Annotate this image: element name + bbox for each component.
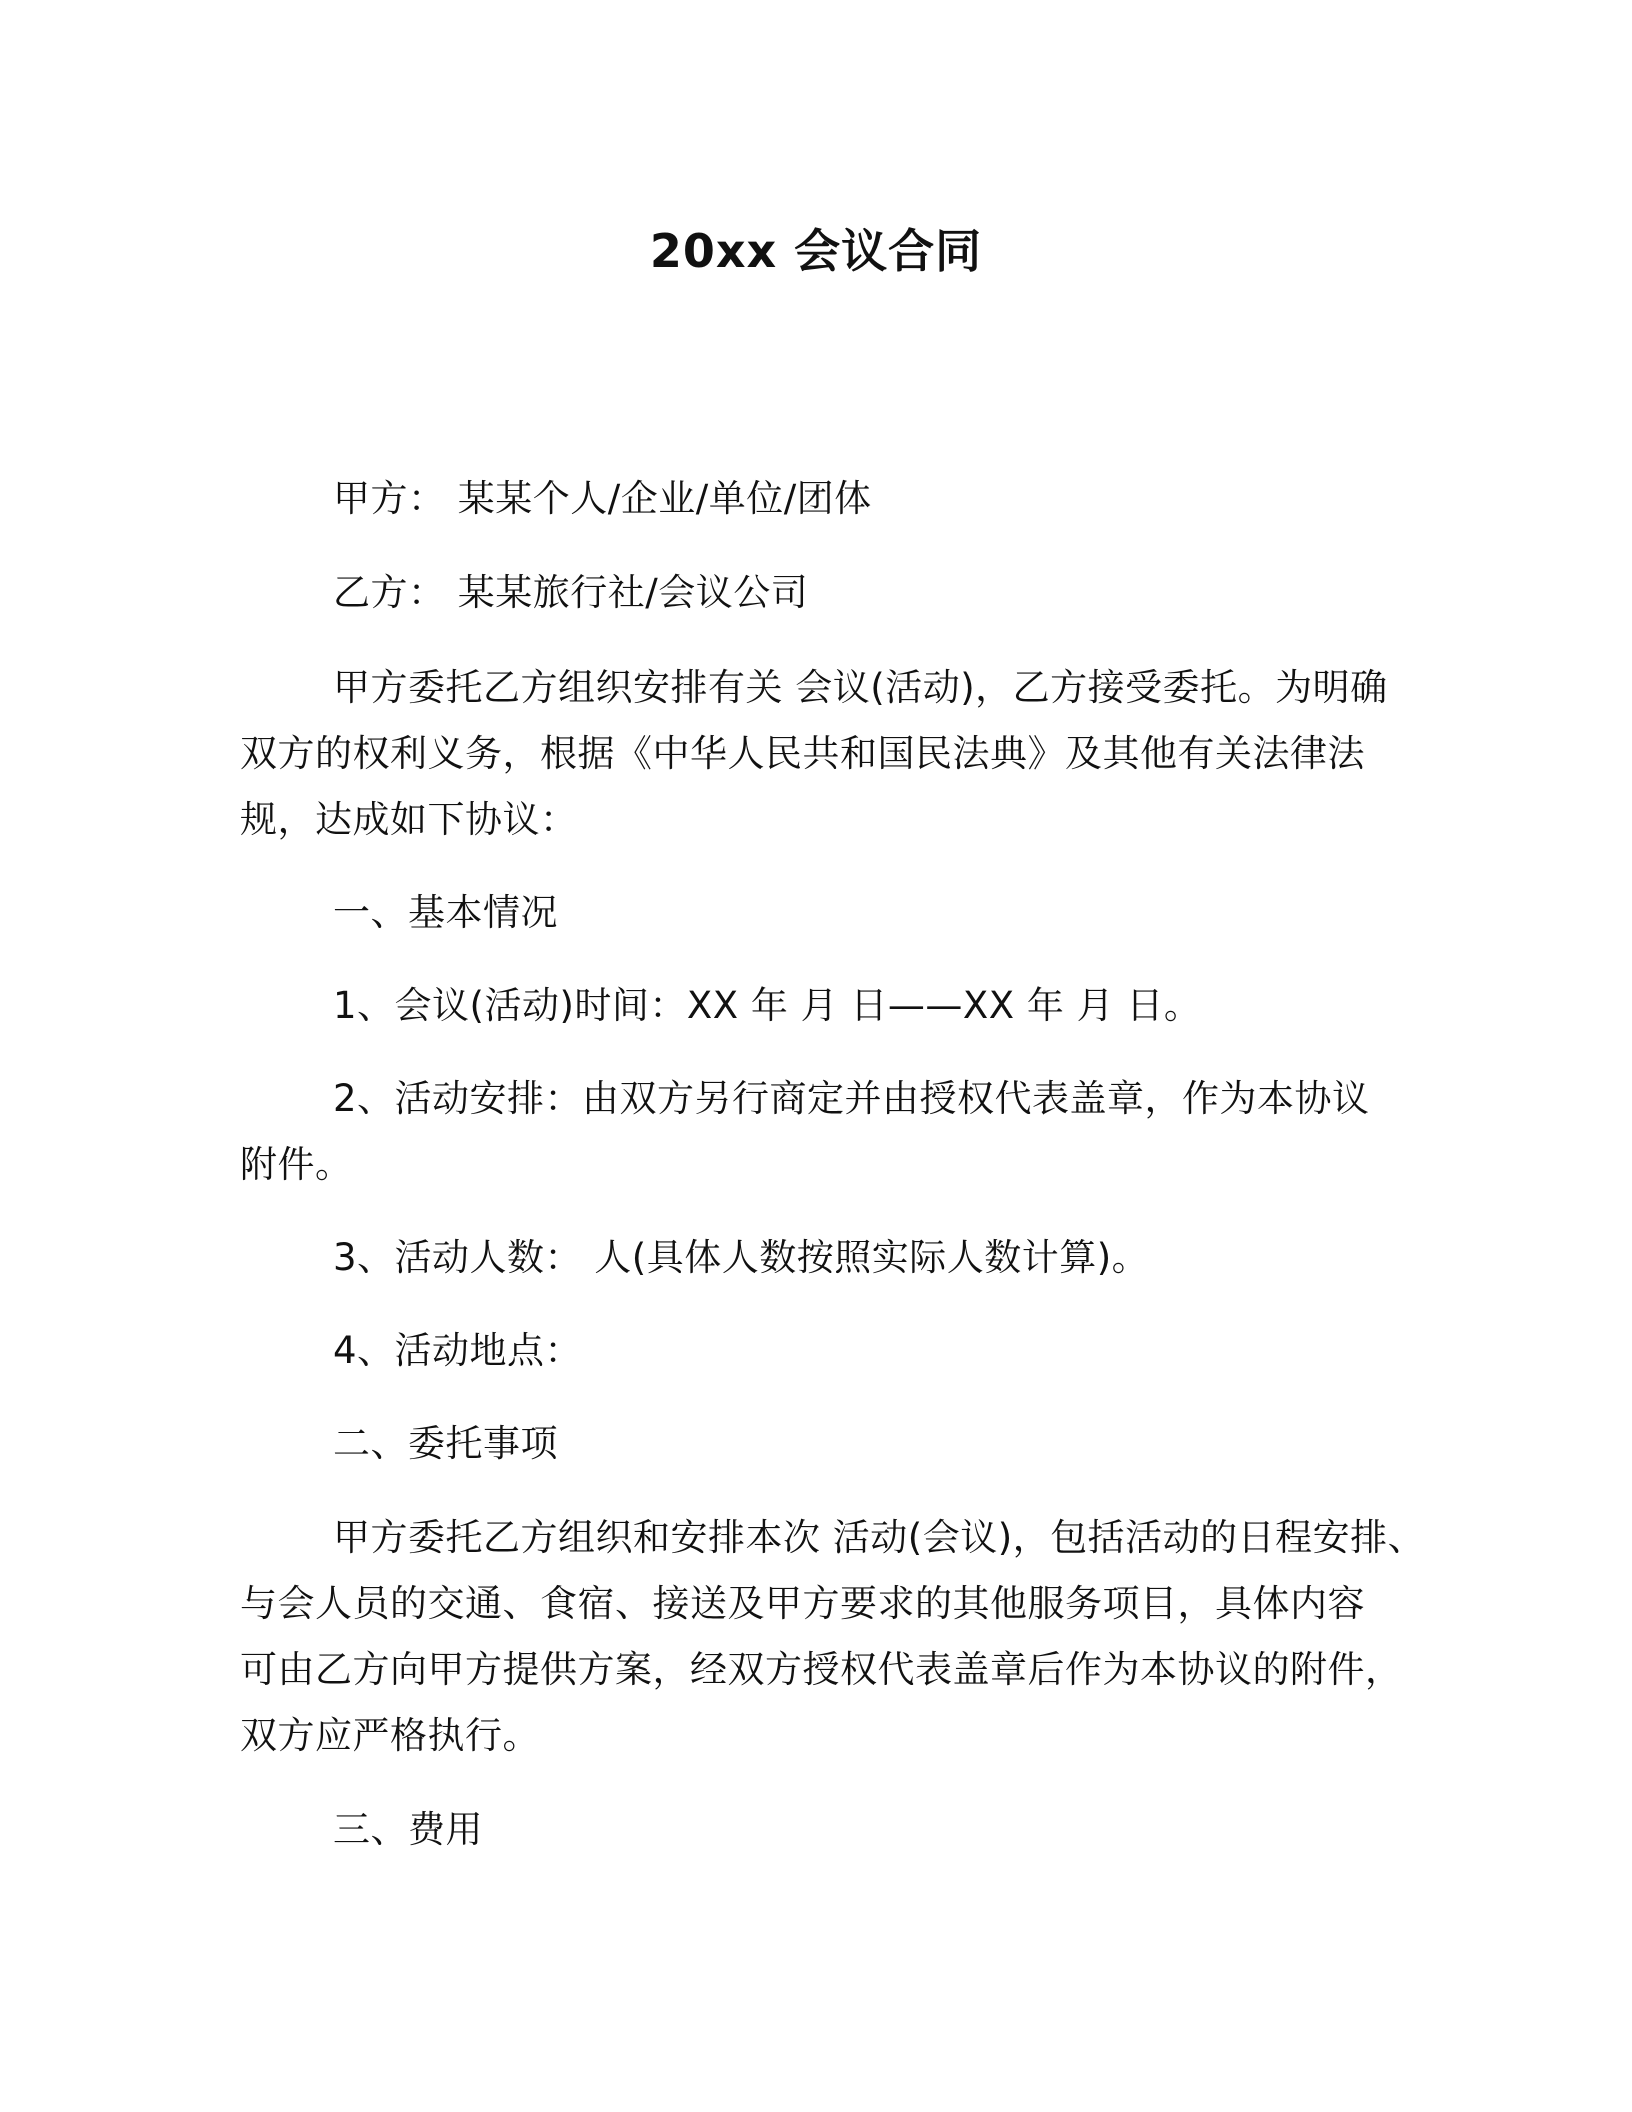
intro-paragraph-line-1: 甲方委托乙方组织安排有关 会议(活动)，乙方接受委托。为明确 <box>333 666 1388 709</box>
section-2-heading: 二、委托事项 <box>333 1422 558 1465</box>
party-a-line: 甲方： 某某个人/企业/单位/团体 <box>333 477 872 520</box>
item-1-meeting-time: 1、会议(活动)时间：XX 年 月 日——XX 年 月 日。 <box>333 984 1202 1027</box>
section-2-body-line-3: 可由乙方向甲方提供方案，经双方授权代表盖章后作为本协议的附件， <box>240 1648 1403 1691</box>
section-2-body-line-2: 与会人员的交通、食宿、接送及甲方要求的其他服务项目，具体内容 <box>240 1582 1365 1625</box>
item-3-attendees: 3、活动人数： 人(具体人数按照实际人数计算)。 <box>333 1236 1150 1279</box>
intro-paragraph-line-3: 规，达成如下协议： <box>240 798 578 841</box>
intro-paragraph-line-2: 双方的权利义务，根据《中华人民共和国民法典》及其他有关法律法 <box>240 732 1365 775</box>
document-title: 20xx 会议合同 <box>649 224 983 278</box>
party-b-line: 乙方： 某某旅行社/会议公司 <box>333 571 809 614</box>
section-1-heading: 一、基本情况 <box>333 891 558 934</box>
item-2-line-1: 2、活动安排：由双方另行商定并由授权代表盖章，作为本协议 <box>333 1077 1370 1120</box>
section-2-body-line-1: 甲方委托乙方组织和安排本次 活动(会议)，包括活动的日程安排、 <box>333 1516 1426 1559</box>
item-4-location: 4、活动地点： <box>333 1329 583 1372</box>
section-3-heading: 三、费用 <box>333 1808 483 1851</box>
section-2-body-line-4: 双方应严格执行。 <box>240 1714 540 1757</box>
item-2-line-2: 附件。 <box>240 1143 353 1186</box>
